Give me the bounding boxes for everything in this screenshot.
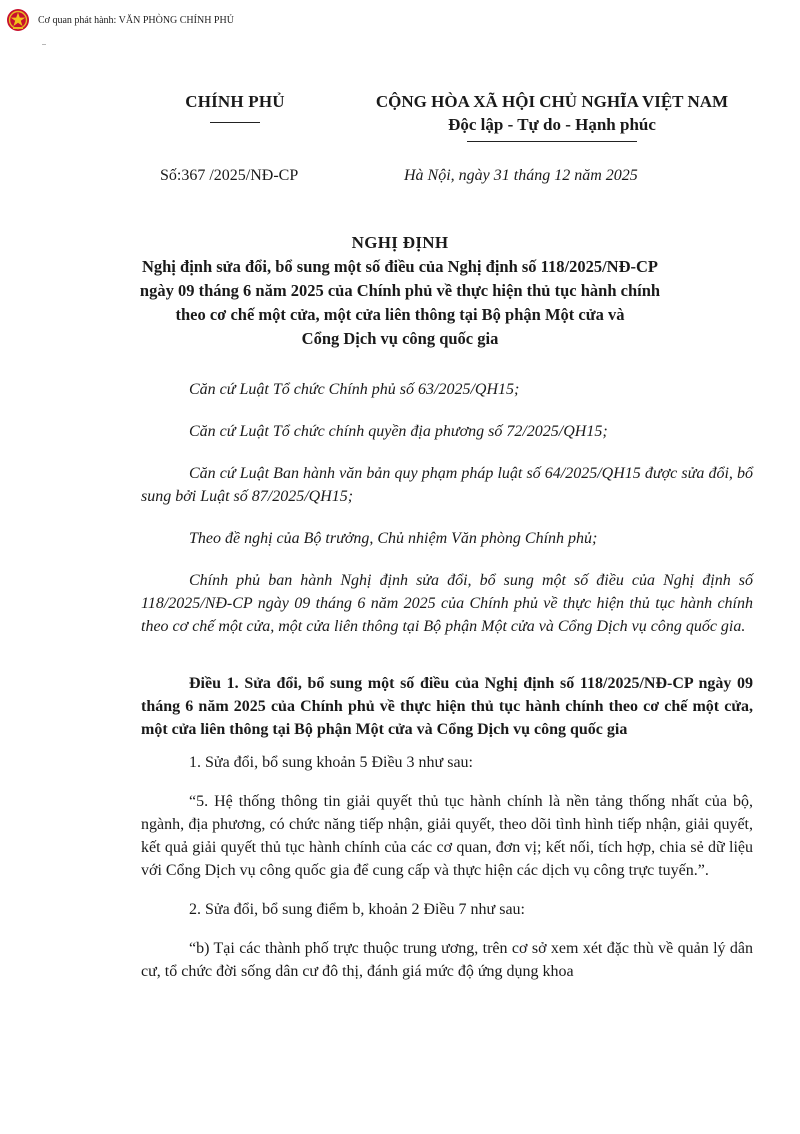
subject-line: ngày 09 tháng 6 năm 2025 của Chính phủ về thực hiện thủ tục hành chính xyxy=(139,281,661,300)
clause-2-intro: 2. Sửa đổi, bổ sung điểm b, khoản 2 Điều 7 như sau: xyxy=(189,901,525,918)
document-title xyxy=(120,233,680,351)
agency-name: CHÍNH PHỦ xyxy=(185,92,285,111)
nation-name: CỘNG HÒA XÃ HỘI CHỦ NGHĨA VIỆT NAM xyxy=(375,92,729,111)
agency-block xyxy=(140,92,330,123)
motto-underline xyxy=(467,141,637,142)
legal-basis: Theo đề nghị của Bộ trưởng, Chủ nhiệm Văn phòng Chính phủ; xyxy=(189,530,598,547)
article-1-title: Điều 1. Sửa đổi, bổ sung một số điều của Nghị định số 118/2025/NĐ-CP ngày 09 tháng 6 năm 2025 của Chính phủ về thực hiện thủ tục hành chính theo cơ chế một cửa, một cửa liên thông tại Bộ phận Một cửa và Cổng Dịch vụ công quốc gia xyxy=(141,675,753,738)
agency-underline xyxy=(210,122,260,123)
legal-basis: Căn cứ Luật Tổ chức Chính phủ số 63/2025/QH15; xyxy=(189,381,520,398)
legal-basis: Căn cứ Luật Ban hành văn bản quy phạm pháp luật số 64/2025/QH15 được sửa đổi, bổ sung bởi Luật số 87/2025/QH15; xyxy=(141,465,753,505)
document-number: Số:367 /2025/NĐ-CP xyxy=(160,167,299,184)
place-date: Hà Nội, ngày 31 tháng 12 năm 2025 xyxy=(404,167,638,184)
issuer-label: Cơ quan phát hành: VĂN PHÒNG CHÍNH PHỦ xyxy=(38,14,234,26)
national-motto: Độc lập - Tự do - Hạnh phúc xyxy=(448,115,656,134)
document-type: NGHỊ ĐỊNH xyxy=(351,233,449,252)
subject-line: Cổng Dịch vụ công quốc gia xyxy=(301,329,499,348)
enactment-clause: Chính phủ ban hành Nghị định sửa đổi, bổ sung một số điều của Nghị định số 118/2025/NĐ-CP ngày 09 tháng 6 năm 2025 của Chính phủ về thực hiện thủ tục hành chính theo cơ chế một cửa, một cửa liên thông tại Bộ phận Một cửa và Cổng Dịch vụ công quốc gia. xyxy=(141,572,753,635)
subject-line: Nghị định sửa đổi, bổ sung một số điều của Nghị định số 118/2025/NĐ-CP xyxy=(141,257,659,276)
subject-line: theo cơ chế một cửa, một cửa liên thông tại Bộ phận Một cửa và xyxy=(175,305,625,324)
clause-1-intro: 1. Sửa đổi, bổ sung khoản 5 Điều 3 như sau: xyxy=(189,754,473,771)
clause-2-text: “b) Tại các thành phố trực thuộc trung ương, trên cơ sở xem xét đặc thù về quản lý dân cư, tổ chức đời sống dân cư đô thị, đánh giá mức độ ứng dụng khoa xyxy=(141,940,753,980)
scan-mark: .. xyxy=(42,38,46,47)
issuer-bar xyxy=(6,8,234,32)
national-block xyxy=(342,92,762,142)
legal-basis: Căn cứ Luật Tổ chức chính quyền địa phương số 72/2025/QH15; xyxy=(189,423,608,440)
national-emblem-icon xyxy=(6,8,30,32)
clause-1-text: “5. Hệ thống thông tin giải quyết thủ tục hành chính là nền tảng thống nhất của bộ, ngành, địa phương, có chức năng tiếp nhận, giải quyết, theo dõi tình hình tiếp nhận, giải quyết, kết quả giải quyết thủ tục hành chính của các cơ quan, đơn vị; kết nối, tích hợp, chia sẻ dữ liệu với Cổng Dịch vụ công quốc gia để cung cấp và thực hiện các dịch vụ công trực tuyến.”. xyxy=(141,793,753,879)
document-body xyxy=(141,378,753,995)
document-subject xyxy=(120,255,680,351)
